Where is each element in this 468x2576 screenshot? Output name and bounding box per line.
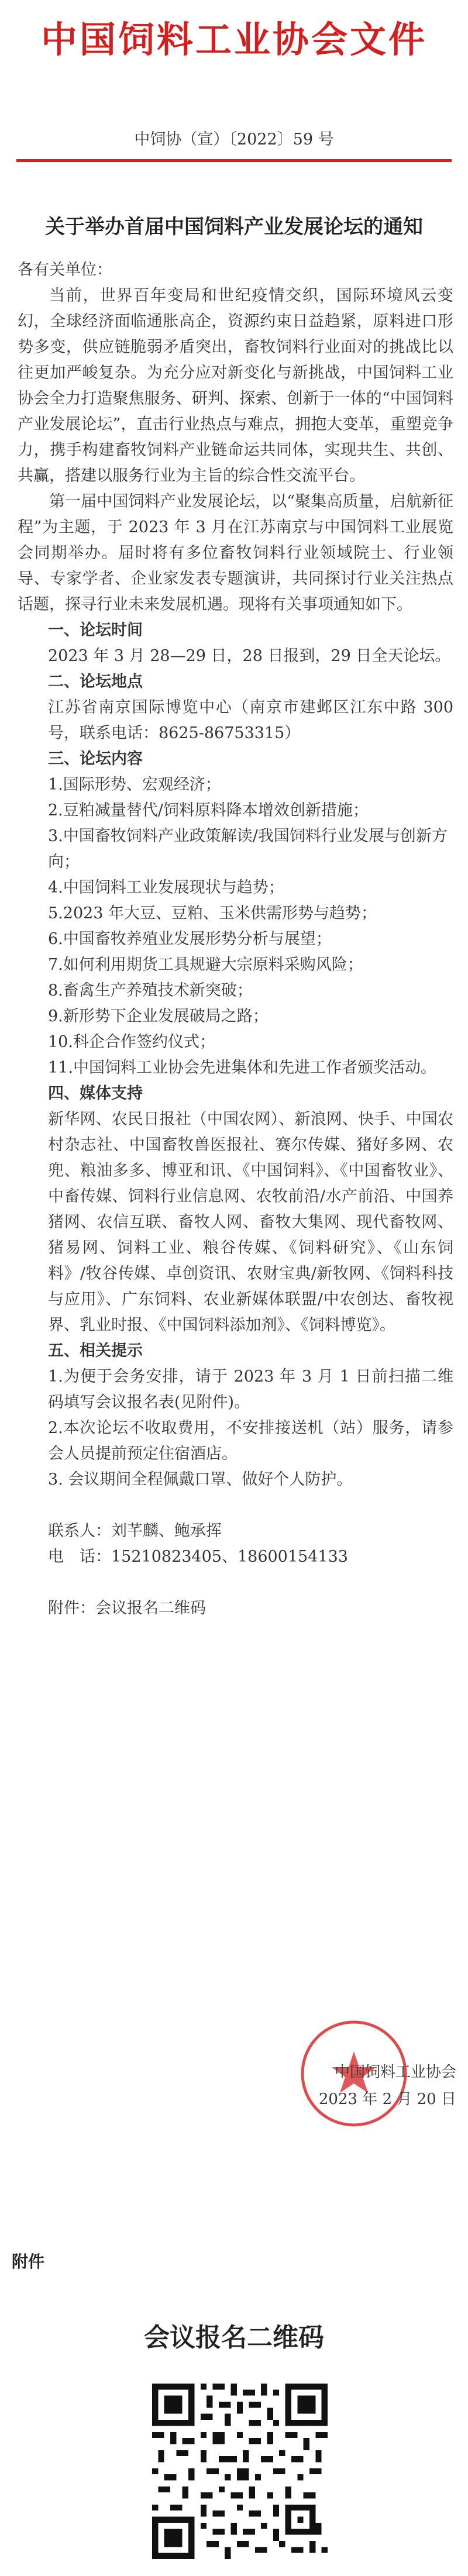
- org-header-title: 中国饲料工业协会文件: [40, 18, 427, 61]
- contact-phone: 电 话：15210823405、18600154133: [48, 1548, 348, 1566]
- section-heading-time: 一、论坛时间: [48, 621, 143, 639]
- qr-title: 会议报名二维码: [144, 2323, 324, 2353]
- salutation: 各有关单位：: [18, 261, 112, 279]
- notice-body: [18, 257, 453, 1621]
- section-media-content: 新华网、农民日报社（中国农网）、新浪网、快手、中国农村杂志社、中国畜牧兽医报社、赛尔传媒、猪好多网、农兜、粮油多多、博亚和讯、《中国饲料》、《中国畜牧业》、中畜传媒、饲料行业信息网、农牧前沿/水产前沿、中国养猪网、农信互联、畜牧人网、畜牧大集网、现代畜牧网、猪易网、饲料工业、粮谷传媒、《饲料研究》、《山东饲料》/牧谷传媒、卓创资讯、农财宝典/新牧网、《饲料科技与应用》、广东饲料、农业新媒体联盟/中农创达、畜牧视界、乳业时报、《中国饲料添加剂》、《饲料博览》。: [48, 1110, 453, 1334]
- content-item: 11.中国饲料工业协会先进集体和先进工作者颁奖活动。: [48, 1059, 436, 1077]
- content-item: 6.中国畜牧养殖业发展形势分析与展望；: [48, 930, 332, 948]
- signature-date: 2023 年 2 月 20 日: [318, 2091, 456, 2108]
- intro-paragraph-2: 第一届中国饲料产业发展论坛，以“聚集高质量，启航新征程”为主题，于 2023 年 3 月在江苏南京与中国饲料工业展览会同期举办。届时将有多位畜牧饲料行业领域院士、行业领导、专家学者、企业家发表专题演讲，共同探讨行业关注热点话题，探寻行业未来发展机遇。现将有关事项通知如下。: [18, 493, 453, 614]
- signature-org: 中国饲料工业协会: [334, 2064, 456, 2081]
- tip-item: 2.本次论坛不收取费用，不安排接送机（站）服务，请参会人员提前预定住宿酒店。: [48, 1419, 453, 1463]
- section-time-content: 2023 年 3 月 28—29 日，28 日报到，29 日全天论坛。: [48, 647, 451, 665]
- qr-code-icon: [152, 2384, 328, 2559]
- content-item: 9.新形势下企业发展破局之路；: [48, 1007, 269, 1025]
- document-number: 中饲协（宣）〔2022〕59 号: [134, 130, 334, 149]
- section-heading-tips: 五、相关提示: [48, 1342, 143, 1360]
- signature-block: [304, 2059, 456, 2113]
- content-item: 3.中国畜牧饲料产业政策解读/我国饲料行业发展与创新方向；: [48, 827, 448, 871]
- content-item: 7.如何利用期货工具规避大宗原料采购风险；: [48, 956, 363, 974]
- content-item: 8.畜禽生产养殖技术新突破；: [48, 982, 253, 1000]
- content-item: 1.国际形势、宏观经济；: [48, 776, 221, 794]
- content-item: 4.中国饲料工业发展现状与趋势；: [48, 879, 284, 897]
- attachment-label: 附件: [12, 2252, 45, 2271]
- content-item: 5.2023 年大豆、豆粕、玉米供需形势与趋势；: [48, 904, 377, 922]
- attachment-note: 附件：会议报名二维码: [48, 1599, 206, 1617]
- content-item: 10.科企合作签约仪式；: [48, 1033, 215, 1051]
- section-heading-media: 四、媒体支持: [48, 1084, 143, 1103]
- section-heading-location: 二、论坛地点: [48, 673, 143, 691]
- section-heading-content: 三、论坛内容: [48, 750, 143, 768]
- notice-title: 关于举办首届中国饲料产业发展论坛的通知: [45, 215, 423, 239]
- intro-paragraph-1: 当前，世界百年变局和世纪疫情交织，国际环境风云变幻，全球经济面临通胀高企，资源约束日益趋紧，原料进口形势多变，供应链脆弱矛盾突出，畜牧饲料行业面对的挑战比以往更加严峻复杂。为充分应对新变化与新挑战，中国饲料工业协会全力打造聚焦服务、研判、探索、创新于一体的“中国饲料产业发展论坛”，直击行业热点与难点，拥抱大变革，重塑竞争力，携手构建畜牧饲料产业链命运共同体，实现共生、共创、共赢，搭建以服务行业为主旨的综合性交流平台。: [18, 287, 453, 485]
- section-location-content: 江苏省南京国际博览中心（南京市建邺区江东中路 300 号，联系电话：8625-86753315）: [48, 698, 453, 742]
- tip-item: 3. 会议期间全程佩戴口罩、做好个人防护。: [48, 1470, 353, 1489]
- content-item: 2.豆粕减量替代/饲料原料降本增效创新措施；: [48, 801, 369, 819]
- contact-person: 联系人：刘芊麟、鲍承挥: [48, 1522, 222, 1540]
- red-divider: [16, 159, 452, 162]
- tip-item: 1.为便于会务安排，请于 2023 年 3 月 1 日前扫描二维码填写会议报名表(见附件)。: [48, 1368, 453, 1411]
